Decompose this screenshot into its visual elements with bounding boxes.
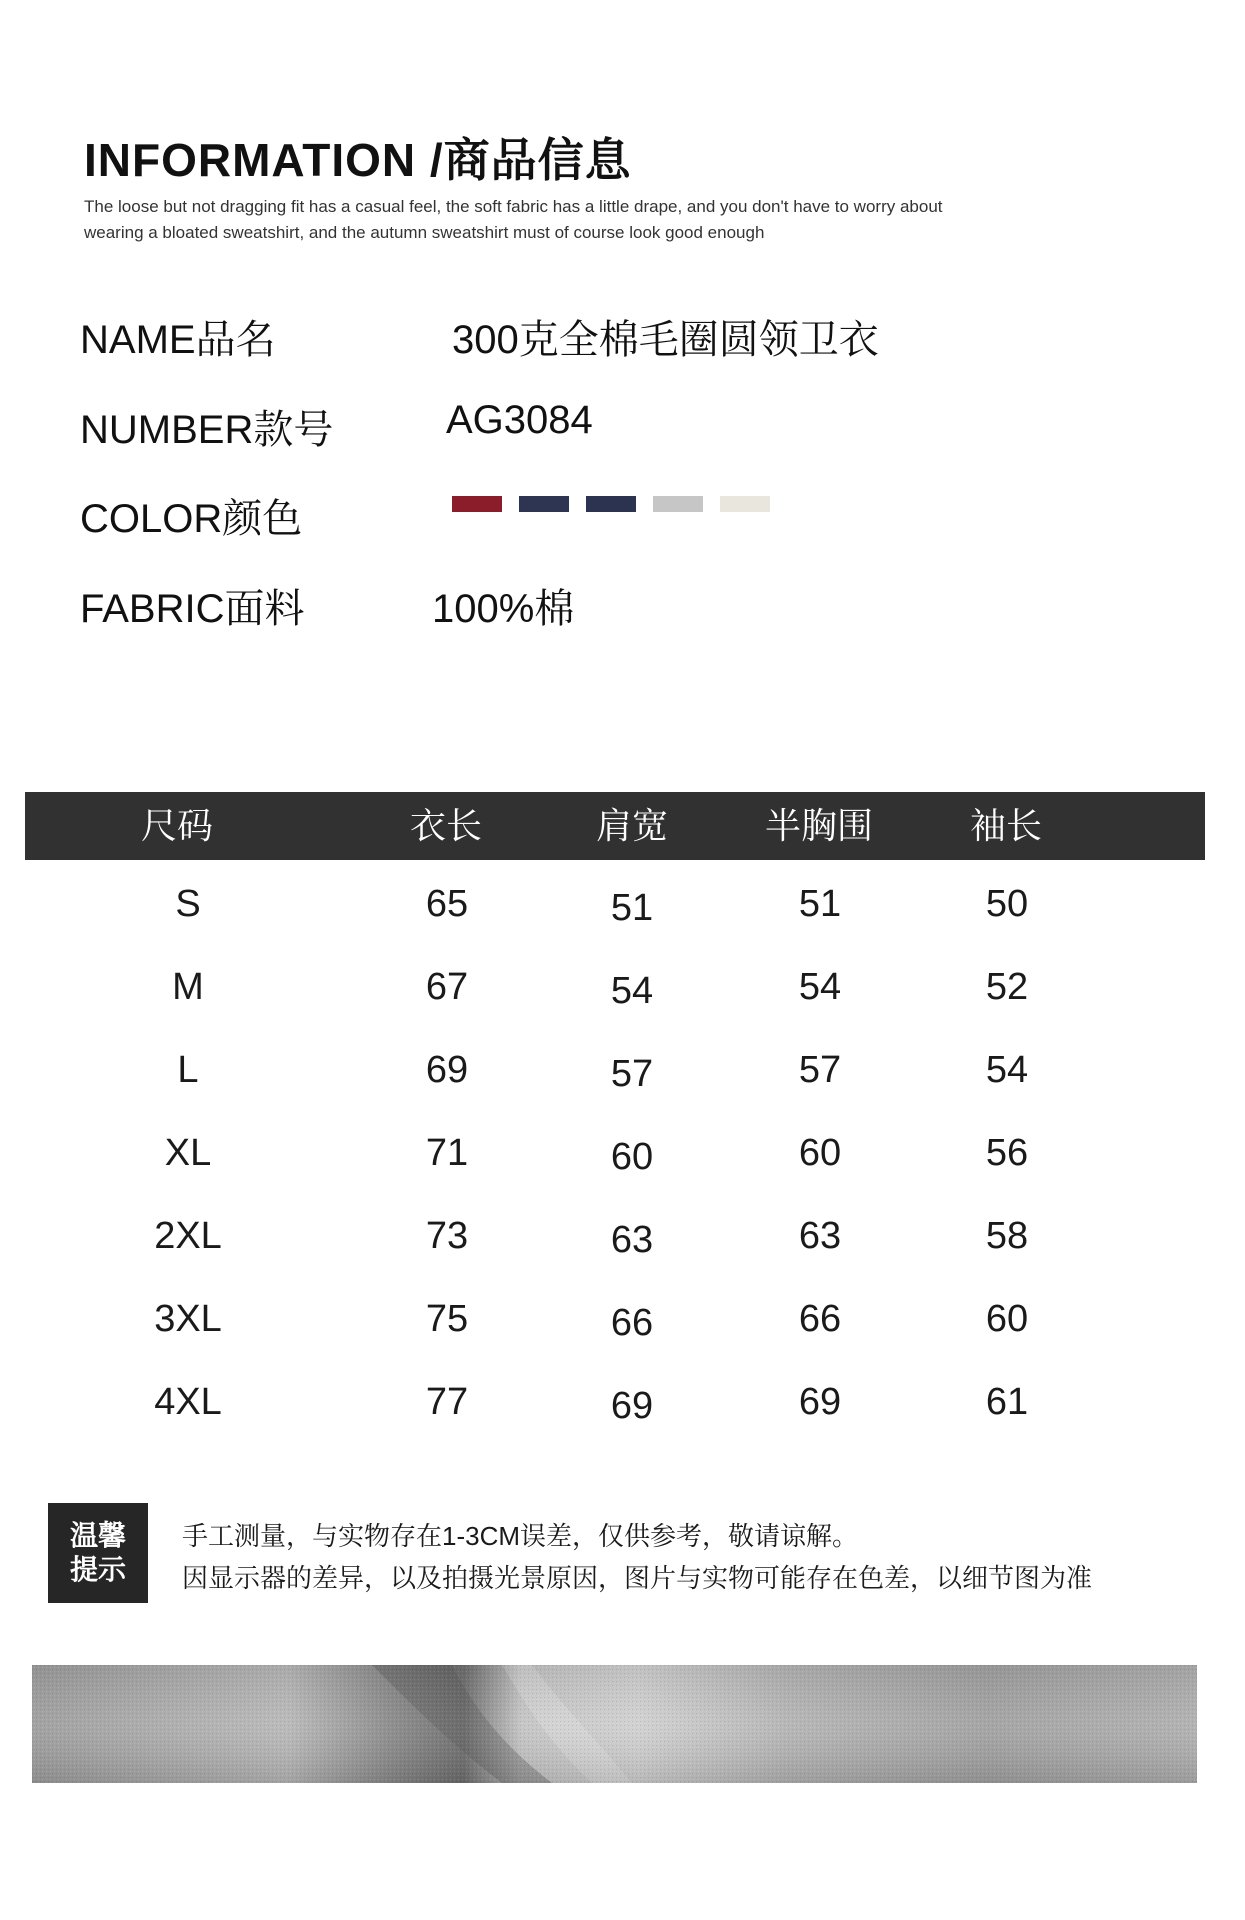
header-length: 衣长 (409, 805, 483, 846)
header-sleeve: 袖长 (969, 805, 1043, 846)
header-size: 尺码 (140, 805, 214, 846)
length-cell: 73 (425, 1215, 469, 1257)
table-row (25, 957, 1205, 1017)
color-swatch-cream (720, 496, 770, 512)
chest-cell: 69 (798, 1381, 842, 1423)
chest-cell: 63 (798, 1215, 842, 1257)
sleeve-cell: 52 (985, 966, 1029, 1008)
shoulder-cell: 54 (610, 970, 654, 1012)
shoulder-cell: 51 (610, 887, 654, 929)
intro-text (84, 194, 1084, 246)
tip-badge (48, 1503, 148, 1603)
chest-cell: 57 (798, 1049, 842, 1091)
color-swatch-burgundy (452, 496, 502, 512)
color-label: COLOR颜色 (80, 497, 303, 541)
table-row (25, 1123, 1205, 1183)
color-swatch-gray (653, 496, 703, 512)
size-cell: XL (164, 1132, 212, 1174)
length-cell: 65 (425, 883, 469, 925)
size-cell: S (175, 883, 201, 925)
header-shoulder: 肩宽 (595, 805, 669, 846)
table-row (25, 1372, 1205, 1432)
number-label: NUMBER款号 (80, 408, 334, 452)
table-row (25, 1206, 1205, 1266)
shoulder-cell: 63 (610, 1219, 654, 1261)
shoulder-cell: 60 (610, 1136, 654, 1178)
section-title: INFORMATION /商品信息 (84, 134, 632, 186)
tip-badge-line-2: 提示 (69, 1554, 126, 1585)
number-value: AG3084 (446, 398, 593, 442)
name-label: NAME品名 (80, 318, 276, 362)
sleeve-cell: 56 (985, 1132, 1029, 1174)
length-cell: 69 (425, 1049, 469, 1091)
chest-cell: 54 (798, 966, 842, 1008)
table-row (25, 1040, 1205, 1100)
fabric-label: FABRIC面料 (80, 587, 305, 631)
header-half-chest: 半胸围 (764, 805, 874, 846)
shoulder-cell: 66 (610, 1302, 654, 1344)
shoulder-cell: 69 (610, 1385, 654, 1427)
tip-badge-line-1: 温馨 (69, 1520, 126, 1551)
intro-line-2: wearing a bloated sweatshirt, and the autumn sweatshirt must of course look good enough (84, 223, 765, 242)
fabric-value: 100%棉 (432, 587, 575, 631)
chest-cell: 66 (798, 1298, 842, 1340)
sleeve-cell: 54 (985, 1049, 1029, 1091)
tip-text-line-2: 因显示器的差异，以及拍摄光景原因，图片与实物可能存在色差，以细节图为准 (182, 1563, 1093, 1593)
sleeve-cell: 60 (985, 1298, 1029, 1340)
color-swatches (452, 496, 770, 512)
shoulder-cell: 57 (610, 1053, 654, 1095)
size-table-header (25, 792, 1205, 860)
chest-cell: 60 (798, 1132, 842, 1174)
fabric-detail-photo (32, 1665, 1197, 1783)
name-value: 300克全棉毛圈圆领卫衣 (452, 318, 879, 362)
size-cell: L (177, 1049, 199, 1091)
length-cell: 71 (425, 1132, 469, 1174)
size-cell: 4XL (154, 1381, 222, 1423)
table-row (25, 1289, 1205, 1349)
length-cell: 67 (425, 966, 469, 1008)
sleeve-cell: 61 (985, 1381, 1029, 1423)
table-row (25, 874, 1205, 934)
size-cell: M (172, 966, 204, 1008)
size-cell: 2XL (154, 1215, 222, 1257)
intro-line-1: The loose but not dragging fit has a casual feel, the soft fabric has a little drape, and you don't have to worry about (84, 197, 943, 216)
length-cell: 75 (425, 1298, 469, 1340)
sleeve-cell: 58 (985, 1215, 1029, 1257)
color-swatch-navy (519, 496, 569, 512)
sleeve-cell: 50 (985, 883, 1029, 925)
chest-cell: 51 (798, 883, 842, 925)
length-cell: 77 (425, 1381, 469, 1423)
color-swatch-dark-navy (586, 496, 636, 512)
tip-text-line-1: 手工测量，与实物存在1-3CM误差，仅供参考，敬请谅解。 (182, 1521, 859, 1551)
size-cell: 3XL (154, 1298, 222, 1340)
